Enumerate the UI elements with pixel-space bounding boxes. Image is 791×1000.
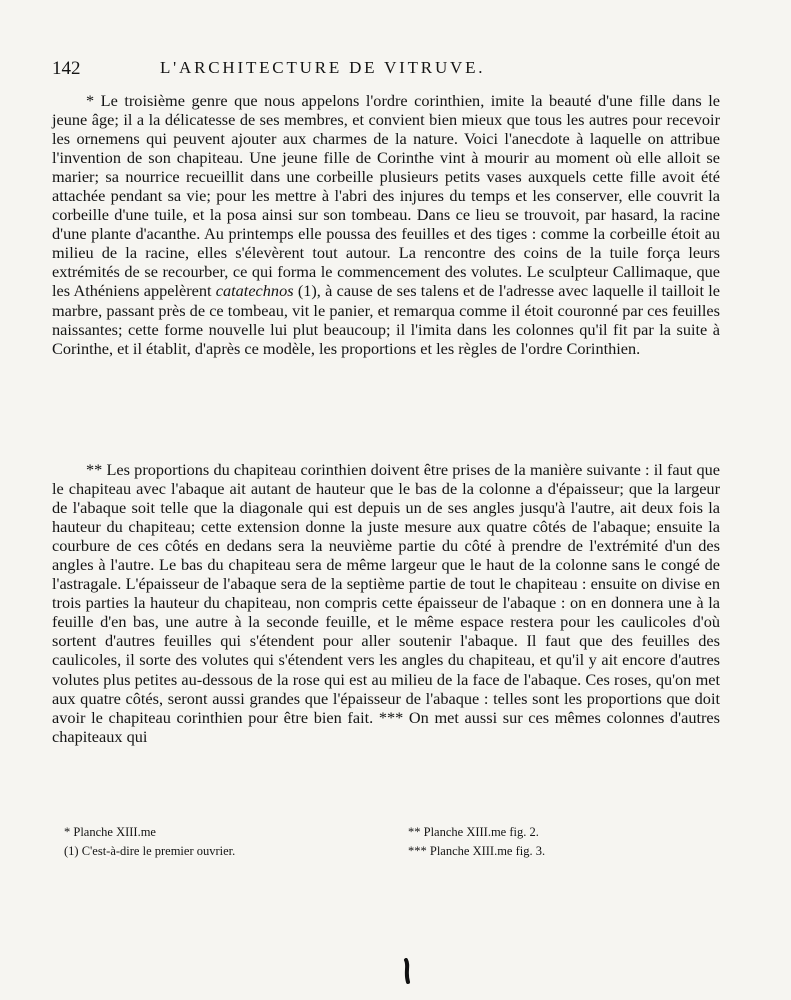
paragraph-corinthian-origin	[52, 91, 720, 358]
footnote: ** Planche XIII.me fig. 2.	[408, 825, 539, 839]
paragraph-capital-proportions	[52, 460, 720, 746]
footnote: * Planche XIII.me	[64, 825, 156, 839]
running-title: L'ARCHITECTURE DE VITRUVE.	[160, 58, 486, 77]
footnotes	[52, 823, 720, 863]
signature-mark	[397, 958, 419, 984]
italic-term: catatechnos	[215, 281, 294, 301]
note-marker: ***	[378, 707, 404, 727]
page-number: 142	[52, 58, 81, 79]
footnote: (1) C'est-à-dire le premier ouvrier.	[64, 844, 236, 858]
paragraph-text: Les proportions du chapiteau corinthien doivent être prises de la manière suivante : il faut que le chapiteau avec l'abaque ait autant de hauteur que le bas de la colonne a d'épaisseur; que la largeur de l'abaque soit telle que la diagonale qui est depuis un de ses angles jusqu'à l'autre, ait deux fois la hauteur du chapiteau; cette extension donne la juste mesure aux quatre côtés de l'abaque; ensuite la courbure de ces côtés en dedans sera la neuvième partie du côté à prendre de l'extrémité d'un des angles à l'autre. Le bas du chapiteau sera de même largeur que le haut de la colonne sans le congé de l'astragale. L'épaisseur de l'abaque sera de la septième partie de tout le chapiteau : ensuite on divise en trois parties la hauteur du chapiteau, non compris cette épaisseur de l'abaque : on en donnera une à la feuille d'en bas, une autre à la seconde feuille, et le même espace restera pour les caulicoles d'où sortent d'autres feuilles qui s'étendent pour aller soutenir l'abaque. Il faut que des feuilles des caulicoles, il sorte des volutes qui s'étendent vers les angles du chapiteau, et qu'il y ait encore d'autres volutes plus petites au-dessous de la rose qui est au milieu de la face de l'abaque. Ces roses, qu'on met aux quatre côtés, seront aussi grandes que l'épaisseur de l'abaque : telles sont les proportions que doit avoir le chapiteau corinthien pour être bien fait.	[52, 460, 720, 727]
running-header	[52, 58, 720, 84]
paragraph-text: On met aussi sur ces mêmes colonnes d'autres chapiteaux qui	[52, 707, 720, 746]
footnote: *** Planche XIII.me fig. 3.	[408, 844, 546, 858]
paragraph-text: Le troisième genre que nous appelons l'ordre corinthien, imite la beauté d'une fille dans le jeune âge; il a la délicatesse de ses membres, et convient bien mieux que tous les autres pour recevoir les ornemens qui peuvent ajouter aux charmes de la nature. Voici l'anecdote à laquelle on attribue l'invention de son chapiteau. Une jeune fille de Corinthe vint à mourir au moment où elle alloit se marier; sa nourrice recueillit dans une corbeille plusieurs petits vases auxquels cette fille avoit été attachée pendant sa vie; pour les mettre à l'abri des injures du temps et les conserver, elle couvrit la corbeille d'une tuile, et la posa ainsi sur son tombeau. Dans ce lieu se trouvoit, par hasard, la racine d'une plante d'acanthe. Au printemps elle poussa des feuilles et des tiges : comme la corbeille étoit au milieu de la racine, elles s'élevèrent tout autour. La rencontre des coins de la tuile força leurs extrémités de se recourber, ce qui forma le commencement des volutes. Le sculpteur Callimaque, que les Athéniens appelèrent	[52, 91, 720, 301]
paragraph-text: (1), à cause de ses talens et de l'adresse avec laquelle il tailloit le marbre, passant près de ce tombeau, vit le panier, et remarqua comme il étoit couronné par ces feuilles naissantes; cette forme nouvelle lui plut beaucoup; il l'imita dans les colonnes qu'il fit par la suite à Corinthe, et il établit, d'après ce modèle, les proportions et les règles de l'ordre Corinthien.	[52, 281, 720, 358]
note-marker: *	[86, 91, 95, 110]
note-marker: **	[86, 460, 103, 479]
